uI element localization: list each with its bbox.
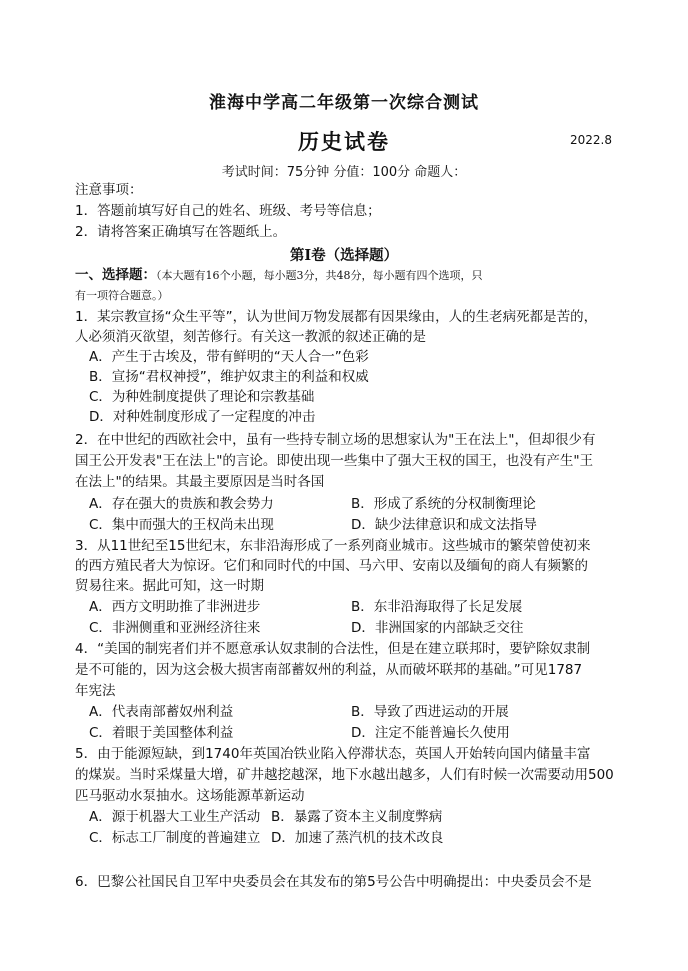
question-text: 5．由于能源短缺，到1740年英国冶铁业陷入停滞状态，英国人开始转向国内储量丰富 bbox=[75, 746, 591, 762]
option-row bbox=[89, 618, 634, 638]
section-heading bbox=[75, 265, 620, 285]
option-a: A．存在强大的贵族和教会势力 bbox=[89, 496, 274, 512]
option-row bbox=[89, 828, 634, 848]
question-text: 是不可能的，因为这会极大损害南部蓄奴州的利益，从而破坏联邦的基础。”可见1787 bbox=[75, 662, 583, 678]
option-row bbox=[89, 515, 634, 535]
option-b: B．导致了西进运动的开展 bbox=[351, 704, 509, 720]
option-a: A．源于机器大工业生产活动 bbox=[89, 809, 261, 825]
question-text: 年宪法 bbox=[75, 683, 116, 699]
option-d: D．加速了蒸汽机的技术改良 bbox=[271, 830, 444, 846]
exam-date: 2022.8 bbox=[570, 133, 612, 147]
question-text: 的西方殖民者大为惊讶。它们和同时代的中国、马六甲、安南以及缅甸的商人有频繁的 bbox=[75, 558, 588, 574]
question-text: 的煤炭。当时采煤量大增，矿井越挖越深，地下水越出越多，人们有时候一次需要动用500 bbox=[75, 767, 614, 783]
exam-info: 考试时间：75分钟 分值：100分 命题人： bbox=[221, 165, 467, 180]
option-b: B．东非沿海取得了长足发展 bbox=[351, 599, 523, 615]
part1-title: 第Ⅰ卷（选择题） bbox=[289, 247, 399, 264]
option-row bbox=[89, 807, 634, 827]
section-label: 一、选择题： bbox=[75, 267, 156, 283]
question-text: 1．某宗教宣扬“众生平等”，认为世间万物发展都有因果缘由，人的生老病死都是苦的， bbox=[75, 309, 598, 325]
question-text: 在法上"的结果。其最主要原因是当时各国 bbox=[75, 474, 325, 490]
option-row bbox=[89, 494, 634, 514]
option-row bbox=[89, 702, 634, 722]
note-item: 1．答题前填写好自己的姓名、班级、考号等信息； bbox=[75, 203, 381, 219]
option-c: C．标志工厂制度的普遍建立 bbox=[89, 830, 261, 846]
notes-title: 注意事项： bbox=[75, 182, 143, 198]
option-c: C．非洲侧重和亚洲经济往来 bbox=[89, 620, 261, 636]
question-text: 6．巴黎公社国民自卫军中央委员会在其发布的第5号公告中明确提出：中央委员会不是 bbox=[75, 874, 592, 890]
option-a: A．产生于古埃及，带有鲜明的“天人合一”色彩 bbox=[89, 349, 369, 365]
question-text: 匹马驱动水泵抽水。这场能源革新运动 bbox=[75, 788, 305, 804]
option-c: C．着眼于美国整体利益 bbox=[89, 725, 234, 741]
section-note-cont: 有一项符合题意。） bbox=[75, 289, 169, 302]
option-a: A．代表南部蓄奴州利益 bbox=[89, 704, 234, 720]
option-d: D．对种姓制度形成了一定程度的冲击 bbox=[89, 409, 316, 425]
option-c: C．集中而强大的王权尚未出现 bbox=[89, 517, 274, 533]
option-b: B．宣扬“君权神授”，维护奴隶主的利益和权威 bbox=[89, 369, 369, 385]
option-row bbox=[89, 597, 634, 617]
option-d: D．非洲国家的内部缺乏交往 bbox=[351, 620, 524, 636]
question-text: 人必须消灭欲望，刻苦修行。有关这一教派的叙述正确的是 bbox=[75, 329, 426, 345]
option-d: D．缺少法律意识和成文法指导 bbox=[351, 517, 537, 533]
section-note: （本大题有16个小题，每小题3分，共48分，每小题有四个选项，只 bbox=[156, 269, 483, 282]
option-row bbox=[89, 723, 634, 743]
option-c: C．为种姓制度提供了理论和宗教基础 bbox=[89, 389, 315, 405]
question-text: 国王公开发表"王在法上"的言论。即使出现一些集中了强大王权的国王，也没有产生"王 bbox=[75, 453, 594, 469]
question-text: 3．从11世纪至15世纪末，东非沿海形成了一系列商业城市。这些城市的繁荣曾使初来 bbox=[75, 538, 591, 554]
option-a: A．西方文明助推了非洲进步 bbox=[89, 599, 261, 615]
question-text: 4．“美国的制宪者们并不愿意承认奴隶制的合法性，但是在建立联邦时，要铲除奴隶制 bbox=[75, 641, 591, 657]
option-b: B．形成了系统的分权制衡理论 bbox=[351, 496, 536, 512]
option-d: D．注定不能普遍长久使用 bbox=[351, 725, 510, 741]
question-text: 2．在中世纪的西欧社会中，虽有一些持专制立场的思想家认为"王在法上"，但却很少有 bbox=[75, 432, 596, 448]
school-title: 淮海中学高二年级第一次综合测试 bbox=[209, 93, 479, 113]
question-text: 贸易往来。据此可知，这一时期 bbox=[75, 578, 264, 594]
subject-title: 历史试卷 bbox=[298, 129, 390, 154]
option-b: B．暴露了资本主义制度弊病 bbox=[271, 809, 443, 825]
note-item: 2．请将答案正确填写在答题纸上。 bbox=[75, 224, 287, 240]
